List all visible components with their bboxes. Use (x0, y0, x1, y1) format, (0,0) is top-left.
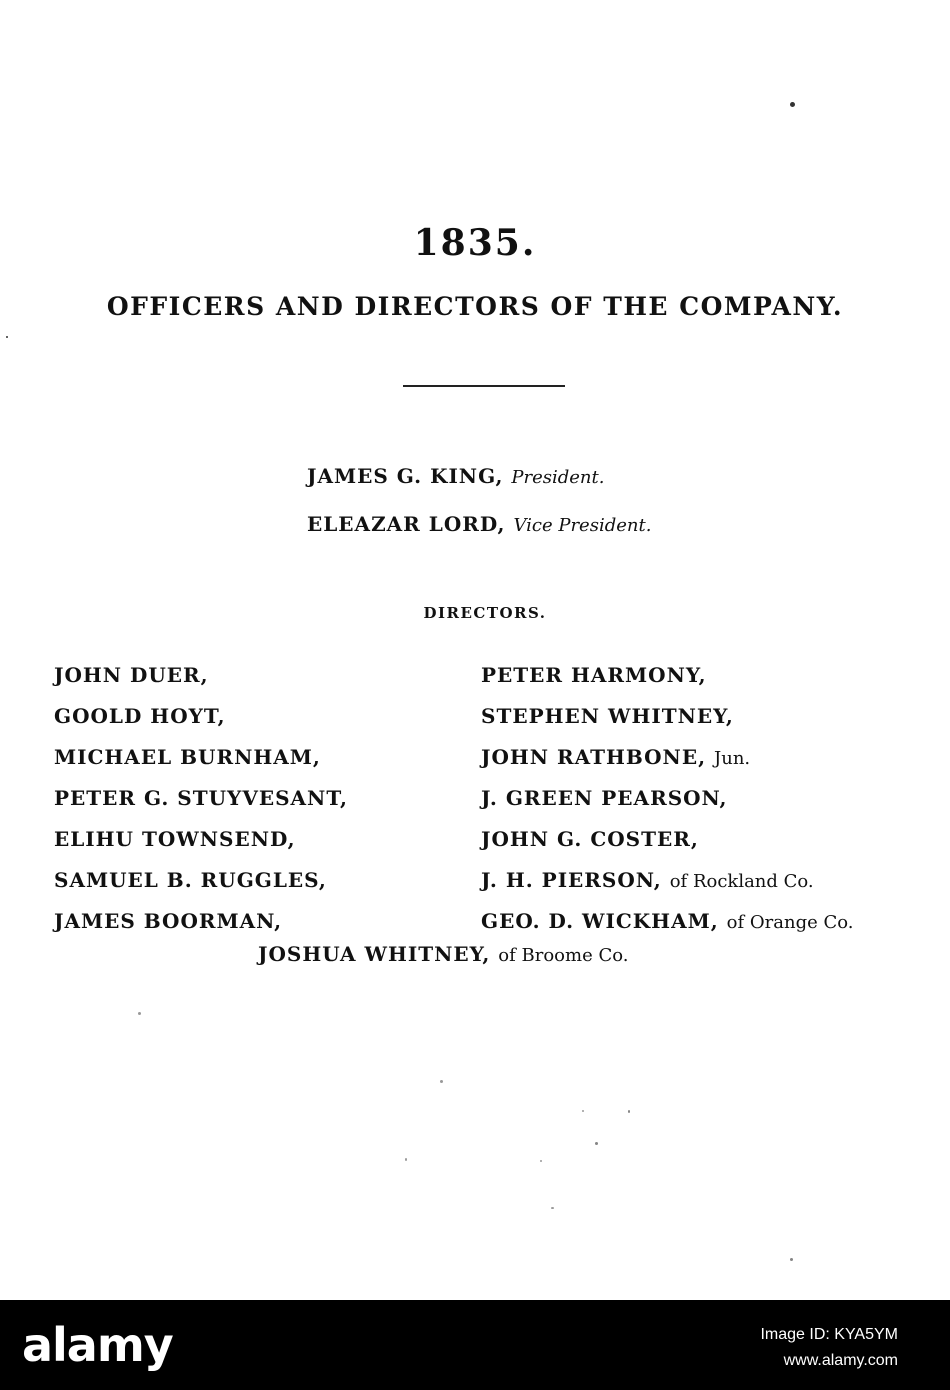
director-name: STEPHEN WHITNEY, (481, 704, 734, 728)
image-id: Image ID: KYA5YM (760, 1326, 898, 1343)
director-entry-centered (258, 942, 628, 966)
scan-speck (138, 1012, 141, 1015)
officer-president (307, 464, 604, 488)
directors-left-column (54, 655, 348, 942)
director-entry (54, 696, 348, 737)
director-name: JAMES BOORMAN, (54, 909, 283, 933)
director-entry (481, 778, 854, 819)
director-note: of Rockland Co. (669, 871, 814, 892)
alamy-logo: alamy (22, 1318, 173, 1372)
director-name: MICHAEL BURNHAM, (54, 745, 321, 769)
director-name: ELIHU TOWNSEND, (54, 827, 296, 851)
director-name: J. H. PIERSON, (481, 868, 662, 892)
director-entry (481, 860, 854, 901)
director-entry (481, 696, 854, 737)
scan-speck (405, 1158, 407, 1161)
image-id-block (760, 1322, 898, 1374)
scan-speck (595, 1142, 598, 1145)
scan-speck (6, 336, 8, 338)
officer-name: JAMES G. KING, (307, 464, 504, 488)
director-note: Jun. (714, 748, 751, 769)
director-name: GOOLD HOYT, (54, 704, 226, 728)
director-note: of Broome Co. (498, 945, 629, 966)
director-entry (54, 901, 348, 942)
director-entry (481, 655, 854, 696)
director-entry (481, 819, 854, 860)
scan-speck (540, 1160, 542, 1162)
officer-title: President. (511, 467, 605, 488)
director-entry (481, 737, 854, 778)
officer-title: Vice President. (513, 515, 652, 536)
scan-speck (551, 1207, 554, 1209)
director-entry (54, 778, 348, 819)
director-name: J. GREEN PEARSON, (481, 786, 728, 810)
directors-right-column (481, 655, 854, 942)
director-name: JOSHUA WHITNEY, (258, 942, 491, 966)
director-name: GEO. D. WICKHAM, (481, 909, 719, 933)
director-name: PETER G. STUYVESANT, (54, 786, 348, 810)
document-heading: OFFICERS AND DIRECTORS OF THE COMPANY. (106, 292, 844, 321)
heading-divider (403, 385, 565, 387)
director-entry (54, 819, 348, 860)
scan-speck (582, 1110, 584, 1112)
scan-speck (790, 1258, 793, 1261)
director-entry (54, 737, 348, 778)
director-name: JOHN G. COSTER, (481, 827, 699, 851)
director-entry (481, 901, 854, 942)
scan-speck (628, 1110, 630, 1113)
director-entry (54, 860, 348, 901)
director-entry (54, 655, 348, 696)
officer-vice-president (307, 512, 651, 536)
director-name: JOHN RATHBONE, (481, 745, 707, 769)
scan-speck (790, 102, 795, 107)
director-name: SAMUEL B. RUGGLES, (54, 868, 327, 892)
director-name: PETER HARMONY, (481, 663, 707, 687)
director-name: JOHN DUER, (54, 663, 209, 687)
director-note: of Orange Co. (726, 912, 854, 933)
directors-heading: DIRECTORS. (423, 604, 547, 622)
document-year: 1835. (413, 222, 537, 264)
scan-speck (440, 1080, 443, 1083)
watermark-footer (0, 1300, 950, 1390)
officer-name: ELEAZAR LORD, (307, 512, 506, 536)
site-url: www.alamy.com (783, 1352, 898, 1369)
